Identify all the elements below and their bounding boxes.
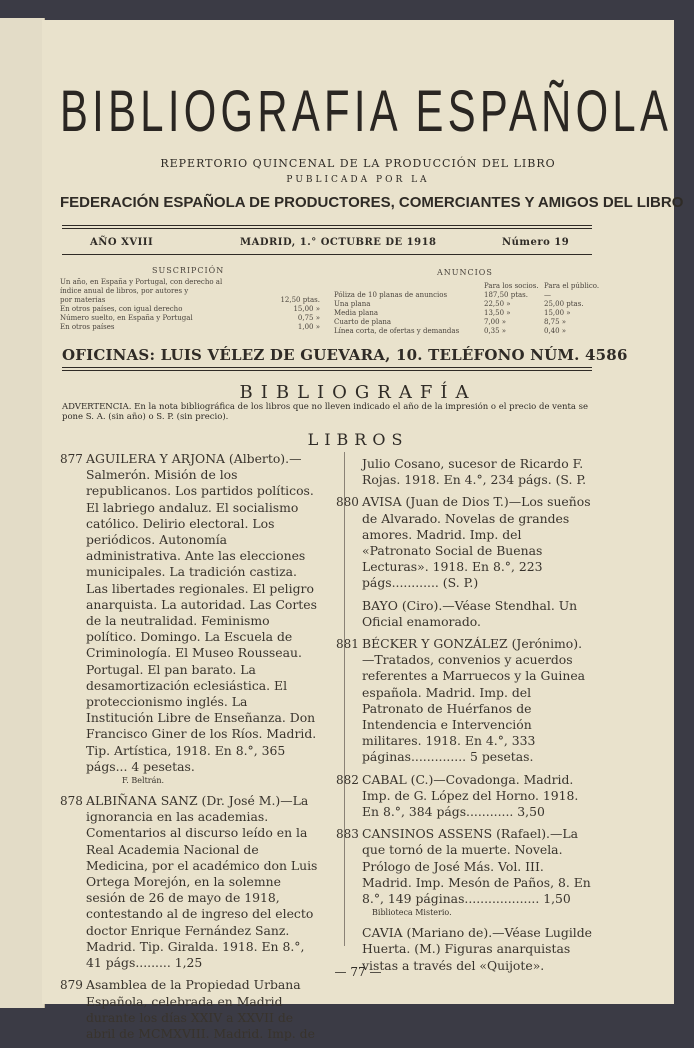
masthead	[60, 78, 673, 148]
entry-text: BAYO (Ciro).—Véase Stendhal. Un Oficial enamorado.	[362, 597, 578, 629]
entry-number: 883	[336, 827, 359, 842]
bibliography-entry	[362, 456, 594, 488]
entry-note: F. Beltrán.	[122, 776, 165, 786]
bibliography-entry	[336, 636, 594, 766]
libros-heading: LIBROS	[307, 430, 409, 449]
entry-note: Biblioteca Misterio.	[372, 908, 452, 918]
column-divider	[344, 452, 345, 946]
issue-number: Número 19	[502, 237, 570, 248]
rule-meta	[62, 254, 592, 255]
rule-oficinas	[62, 367, 592, 368]
left-column	[60, 451, 318, 1048]
ads-heading: ANUNCIOS	[437, 268, 493, 277]
subscription-list	[60, 278, 320, 332]
advertencia-note: ADVERTENCIA. En la nota bibliográfica de los libros que no lleven indicado el año de la impresión o el precio de venta se pone S. A. (sin año) o S. P. (sin precio).	[62, 402, 589, 422]
entry-text: Asamblea de la Propiedad Urbana Española, celebrada en Madrid durante los días XXIV a XXVII de abril de MCMXVIII. Madrid. Imp. de	[86, 977, 315, 1041]
page-number: — 77 —	[334, 965, 382, 979]
rule-top	[62, 225, 592, 226]
subscription-row: En otros países 1,00 »	[60, 323, 320, 331]
bibliography-entry	[362, 598, 594, 630]
entry-text: CAVIA (Mariano de).—Véase Lugilde Huerta. (M.) Figuras anarquistas vistas a través del «Quijote».	[362, 925, 593, 973]
entry-number: 879	[60, 978, 83, 993]
entry-text: ALBIÑANA SANZ (Dr. José M.)—La ignorancia en las academias. Comentarios al discurso leído en la Real Academia Nacional de Medicina, por el académico don Luis Ortega Morejón, en la solemne sesión de 26 de mayo de 1918, contestando al de ingreso del electo doctor Enrique Fernández Sanz. Madrid. Tip. Giralda. 1918. En 8.°, 41 págs......... 1,25	[86, 793, 318, 971]
bibliography-entry	[336, 771, 594, 821]
ads-row: Media plana 13,50 » 15,00 »	[334, 309, 571, 317]
previous-page-edge	[0, 18, 45, 1008]
bibliography-entry	[60, 977, 318, 1042]
bibliography-entry	[336, 494, 594, 591]
published-by: PUBLICADA POR LA	[286, 175, 430, 185]
entry-text: AGUILERA Y ARJONA (Alberto).—Salmerón. Misión de los republicanos. Los partidos políticos. El labriego andaluz. El socialismo católico. Delirio electoral. Los periódicos. Autonomía administrativa. Ante las elecciones municipales. La tradición castiza. Las libertades regionales. El peligro anarquista. La autoridad. Las Cortes de la neutralidad. Feminismo político. Domingo. La Escuela de Criminología. El Museo Rousseau. Portugal. El pan barato. La desamortización eclesiástica. El proteccionismo inglés. La Institución Libre de Enseñanza. Don Francisco Giner de los Ríos. Madrid. Tip. Artística, 1918. En 8.°, 365 págs... 4 pesetas.	[86, 451, 317, 774]
bibliography-entry	[336, 826, 594, 919]
document-page	[42, 20, 684, 1041]
ads-header-row: Para los socios. Para el público.	[484, 282, 600, 290]
entry-text: BÉCKER Y GONZÁLEZ (Jerónimo).—Tratados, convenios y acuerdos referentes a Marruecos y la Guinea española. Madrid. Imp. del Patronato de Huérfanos de Intendencia e Intervención militares. 1918. En 4.°, 333 páginas.............. 5 pesetas.	[362, 636, 586, 765]
ads-row: Una plana 22,50 » 25,00 ptas.	[334, 300, 584, 308]
federation-name: FEDERACIÓN ESPAÑOLA DE PRODUCTORES, COMERCIANTES Y AMIGOS DEL LIBRO	[60, 194, 684, 211]
bibliography-entry	[60, 451, 318, 787]
subscription-heading: SUSCRIPCIÓN	[152, 266, 225, 275]
subscription-row: Un año, en España y Portugal, con derecho al	[60, 278, 223, 286]
subtitle: REPERTORIO QUINCENAL DE LA PRODUCCIÓN DEL LIBRO	[160, 157, 556, 170]
rule-oficinas-thin	[62, 370, 592, 371]
entry-number: 882	[336, 772, 359, 787]
section-title: BIBLIOGRAFÍA	[239, 382, 477, 403]
subscription-row: por materias 12,50 ptas.	[60, 296, 320, 304]
rule-top-thin	[62, 228, 592, 229]
ads-row: Línea corta, de ofertas y demandas 0,35 » 0,40 »	[334, 327, 567, 335]
year-label: AÑO XVIII	[90, 237, 154, 248]
ads-row: Cuarto de plana 7,00 » 8,75 »	[334, 318, 567, 326]
ads-row: Póliza de 10 planas de anuncios 187,50 ptas. —	[334, 291, 551, 299]
ads-table	[334, 282, 604, 336]
date-label: MADRID, 1.° OCTUBRE DE 1918	[240, 237, 437, 248]
entry-number: 880	[336, 495, 359, 510]
entry-text: AVISA (Juan de Dios T.)—Los sueños de Alvarado. Novelas de grandes amores. Madrid. Imp. del «Patronato Social de Buenas Lecturas». 1918. En 8.°, 223 págs............ (S. P.)	[362, 494, 591, 591]
entry-text: Julio Cosano, sucesor de Ricardo F. Rojas. 1918. En 4.°, 234 págs. (S. P.	[362, 456, 587, 488]
subscription-row: Número suelto, en España y Portugal 0,75 »	[60, 314, 320, 322]
entry-number: 881	[336, 637, 359, 652]
entry-text: CANSINOS ASSENS (Rafael).—La que tornó de la muerte. Novela. Prólogo de José Más. Vol. III. Madrid. Imp. Mesón de Paños, 8. En 8.°, 149 páginas................... 1,50	[362, 826, 591, 907]
subscription-row: En otros países, con igual derecho 15,00 »	[60, 305, 320, 313]
publication-title: BIBLIOGRAFIA ESPAÑOLA	[60, 79, 673, 144]
subscription-row: índice anual de libros, por autores y	[60, 287, 189, 295]
entry-text: CABAL (C.)—Covadonga. Madrid. Imp. de G. López del Horno. 1918. En 8.°, 384 págs............ 3,50	[362, 771, 579, 820]
entry-number: 877	[60, 452, 83, 466]
office-address: OFICINAS: LUIS VÉLEZ DE GUEVARA, 10. TELÉFONO NÚM. 4586	[62, 346, 628, 364]
entry-number: 878	[60, 794, 83, 809]
bibliography-entry	[60, 793, 318, 971]
